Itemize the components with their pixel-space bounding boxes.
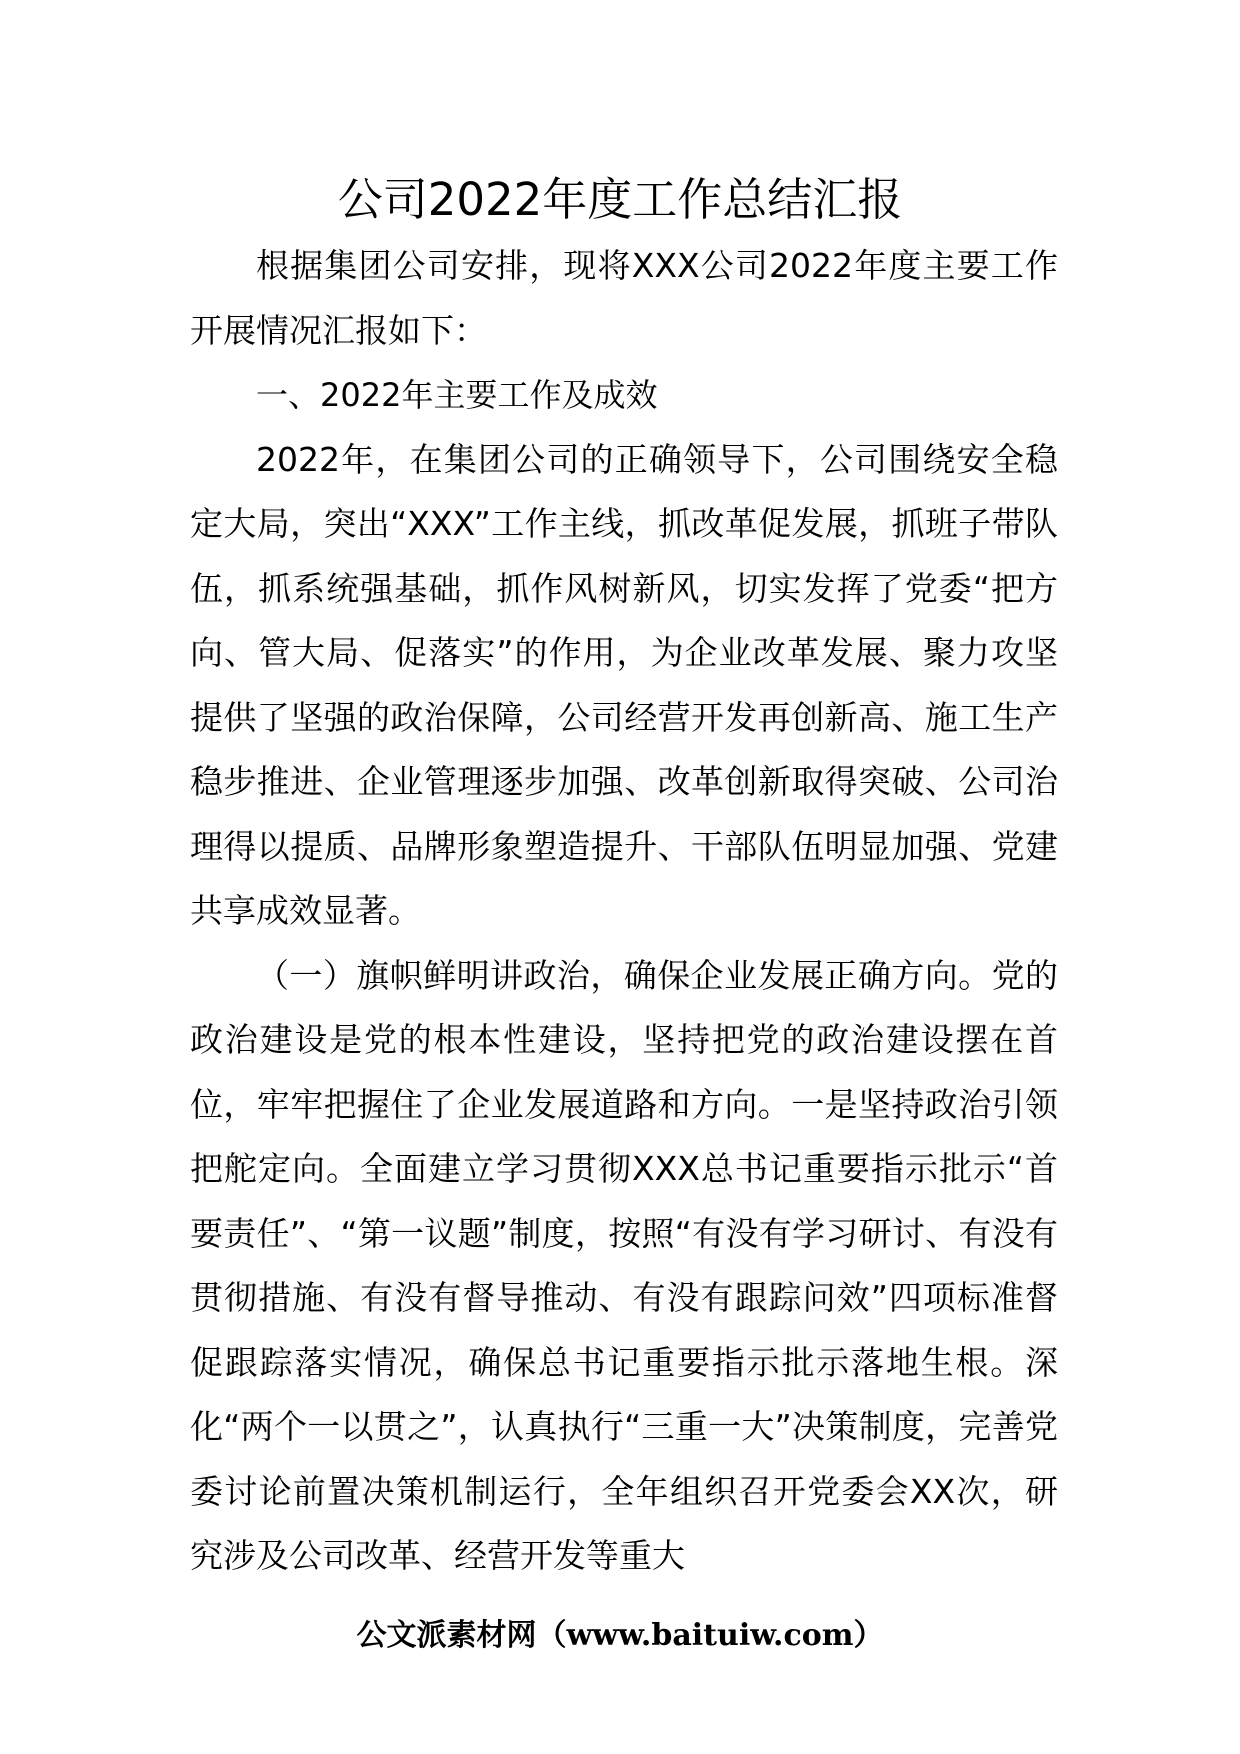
- section-heading: 一、2022年主要工作及成效: [256, 376, 658, 414]
- document-title: 公司2022年度工作总结汇报: [337, 173, 903, 226]
- intro-paragraph: 根据集团公司安排，现将XXX公司2022年度主要工作开展情况汇报如下：: [190, 246, 1058, 350]
- politics-paragraph: （一）旗帜鲜明讲政治，确保企业发展正确方向。党的政治建设是党的根本性建设，坚持把党的政治建设摆在首位，牢牢把握住了企业发展道路和方向。一是坚持政治引领把舵定向。全面建立学习贯彻XXX总书记重要指示批示“首要责任”、“第一议题”制度，按照“有没有学习研讨、有没有贯彻措施、有没有督导推动、有没有跟踪问效”四项标准督促跟踪落实情况，确保总书记重要指示批示落地生根。深化“两个一以贯之”，认真执行“三重一大”决策制度，完善党委讨论前置决策机制运行，全年组织召开党委会XX次，研究涉及公司改革、经营开发等重大: [190, 955, 1058, 1575]
- footer-watermark: 公文派素材网（www.baituiw.com）: [356, 1618, 884, 1653]
- summary-paragraph: 2022年，在集团公司的正确领导下，公司围绕安全稳定大局，突出“XXX”工作主线，抓改革促发展，抓班子带队伍，抓系统强基础，抓作风树新风，切实发挥了党委“把方向、管大局、促落实”的作用，为企业改革发展、聚力攻坚提供了坚强的政治保障，公司经营开发再创新高、施工生产稳步推进、企业管理逐步加强、改革创新取得突破、公司治理得以提质、品牌形象塑造提升、干部队伍明显加强、党建共享成效显著。: [190, 439, 1058, 930]
- document-body: [190, 234, 1058, 1589]
